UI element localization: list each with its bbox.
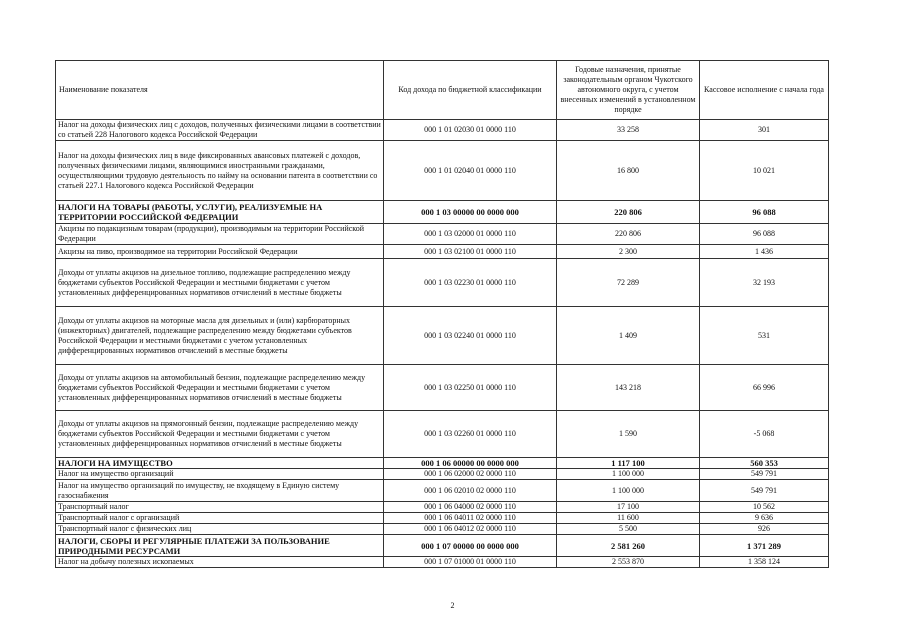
row-fact: 9 636: [700, 513, 829, 524]
table-row: [56, 513, 829, 524]
table-row: [56, 524, 829, 535]
row-code: 000 1 06 02000 02 0000 110: [384, 469, 557, 480]
row-fact: 549 791: [700, 480, 829, 502]
table-row: [56, 120, 829, 141]
row-name: НАЛОГИ НА ТОВАРЫ (РАБОТЫ, УСЛУГИ), РЕАЛИЗУЕМЫЕ НА ТЕРРИТОРИИ РОССИЙСКОЙ ФЕДЕРАЦИИ: [56, 201, 384, 224]
row-plan: 220 806: [557, 201, 700, 224]
revenue-table: [55, 60, 829, 568]
row-name: Доходы от уплаты акцизов на автомобильный бензин, подлежащие распределению между бюджетами субъектов Российской Федерации и местными бюджетами с учетом установленных дифференцированных нормативов отчислений в местные бюджеты: [56, 365, 384, 411]
table-row: [56, 224, 829, 245]
row-plan: 11 600: [557, 513, 700, 524]
row-code: 000 1 06 04000 02 0000 110: [384, 502, 557, 513]
row-fact: 1 358 124: [700, 557, 829, 568]
table-header-row: [56, 61, 829, 120]
table-row: [56, 141, 829, 201]
row-fact: 66 996: [700, 365, 829, 411]
row-code: 000 1 06 04012 02 0000 110: [384, 524, 557, 535]
row-code: 000 1 06 02010 02 0000 110: [384, 480, 557, 502]
row-name: Транспортный налог с организаций: [56, 513, 384, 524]
row-plan: 1 590: [557, 411, 700, 458]
table-row: [56, 259, 829, 307]
row-plan: 1 409: [557, 307, 700, 365]
page-number: 2: [450, 601, 455, 610]
table-row: [56, 245, 829, 259]
row-name: Доходы от уплаты акцизов на моторные масла для дизельных и (или) карбюраторных (инжекторных) двигателей, подлежащие распределению между бюджетами субъектов Российской Федерации и местными бюджетами с учетом установленных дифференцированных нормативов отчислений в местные бюджеты: [56, 307, 384, 365]
row-fact: 926: [700, 524, 829, 535]
row-name: Транспортный налог: [56, 502, 384, 513]
row-code: 000 1 03 02250 01 0000 110: [384, 365, 557, 411]
row-fact: 1 436: [700, 245, 829, 259]
row-fact: 10 021: [700, 141, 829, 201]
row-fact: 96 088: [700, 201, 829, 224]
row-name: Акцизы на пиво, производимое на территории Российской Федерации: [56, 245, 384, 259]
header-revenue-code: Код дохода по бюджетной классификации: [384, 61, 557, 120]
row-fact: -5 068: [700, 411, 829, 458]
row-plan: 72 289: [557, 259, 700, 307]
row-plan: 33 258: [557, 120, 700, 141]
row-code: 000 1 03 02100 01 0000 110: [384, 245, 557, 259]
row-plan: 1 100 000: [557, 480, 700, 502]
row-plan: 17 100: [557, 502, 700, 513]
table-row: [56, 469, 829, 480]
row-fact: 10 562: [700, 502, 829, 513]
row-code: 000 1 03 00000 00 0000 000: [384, 201, 557, 224]
row-code: 000 1 01 02030 01 0000 110: [384, 120, 557, 141]
row-code: 000 1 03 02260 01 0000 110: [384, 411, 557, 458]
row-name: Транспортный налог с физических лиц: [56, 524, 384, 535]
row-code: 000 1 07 01000 01 0000 110: [384, 557, 557, 568]
row-code: 000 1 07 00000 00 0000 000: [384, 535, 557, 557]
row-code: 000 1 06 00000 00 0000 000: [384, 458, 557, 469]
row-plan: 16 800: [557, 141, 700, 201]
row-code: 000 1 03 02230 01 0000 110: [384, 259, 557, 307]
row-fact: 549 791: [700, 469, 829, 480]
row-name: Доходы от уплаты акцизов на прямогонный бензин, подлежащие распределению между бюджетами субъектов Российской Федерации и местными бюджетами с учетом установленных дифференцированных нормативов отчислений в местные бюджеты: [56, 411, 384, 458]
row-plan: 220 806: [557, 224, 700, 245]
row-name: Налог на имущество организаций: [56, 469, 384, 480]
row-code: 000 1 01 02040 01 0000 110: [384, 141, 557, 201]
table-row: [56, 411, 829, 458]
header-indicator-name: Наименование показателя: [56, 61, 384, 120]
row-name: НАЛОГИ НА ИМУЩЕСТВО: [56, 458, 384, 469]
row-fact: 96 088: [700, 224, 829, 245]
header-annual-plan: Годовые назначения, принятые законодательным органом Чукотского автономного округа, с учетом внесенных изменений в установленном порядке: [557, 61, 700, 120]
row-fact: 531: [700, 307, 829, 365]
table-row-section: [56, 535, 829, 557]
row-code: 000 1 03 02000 01 0000 110: [384, 224, 557, 245]
table-row-section: [56, 201, 829, 224]
row-name: Доходы от уплаты акцизов на дизельное топливо, подлежащие распределению между бюджетами субъектов Российской Федерации и местными бюджетами с учетом установленных дифференцированных нормативов отчислений в местные бюджеты: [56, 259, 384, 307]
row-fact: 560 353: [700, 458, 829, 469]
row-name: Налог на добычу полезных ископаемых: [56, 557, 384, 568]
table-row: [56, 480, 829, 502]
row-plan: 5 500: [557, 524, 700, 535]
row-fact: 301: [700, 120, 829, 141]
row-plan: 143 218: [557, 365, 700, 411]
table-row: [56, 557, 829, 568]
row-name: Акцизы по подакцизным товарам (продукции), производимым на территории Российской Федерации: [56, 224, 384, 245]
table-row-section: [56, 458, 829, 469]
row-fact: 1 371 289: [700, 535, 829, 557]
row-plan: 2 300: [557, 245, 700, 259]
row-plan: 1 117 100: [557, 458, 700, 469]
row-name: НАЛОГИ, СБОРЫ И РЕГУЛЯРНЫЕ ПЛАТЕЖИ ЗА ПОЛЬЗОВАНИЕ ПРИРОДНЫМИ РЕСУРСАМИ: [56, 535, 384, 557]
row-name: Налог на имущество организаций по имуществу, не входящему в Единую систему газоснабжения: [56, 480, 384, 502]
row-plan: 2 581 260: [557, 535, 700, 557]
header-cash-execution: Кассовое исполнение с начала года: [700, 61, 829, 120]
table-row: [56, 307, 829, 365]
row-name: Налог на доходы физических лиц с доходов, полученных физическими лицами в соответствии со статьей 228 Налогового кодекса Российской Федерации: [56, 120, 384, 141]
row-fact: 32 193: [700, 259, 829, 307]
row-name: Налог на доходы физических лиц в виде фиксированных авансовых платежей с доходов, полученных физическими лицами, являющимися иностранными гражданами, осуществляющими трудовую деятельность по найму на основании патента в соответствии со статьей 227.1 Налогового кодекса Российской Федерации: [56, 141, 384, 201]
row-plan: 2 553 870: [557, 557, 700, 568]
row-plan: 1 100 000: [557, 469, 700, 480]
table-row: [56, 502, 829, 513]
table-row: [56, 365, 829, 411]
row-code: 000 1 03 02240 01 0000 110: [384, 307, 557, 365]
row-code: 000 1 06 04011 02 0000 110: [384, 513, 557, 524]
